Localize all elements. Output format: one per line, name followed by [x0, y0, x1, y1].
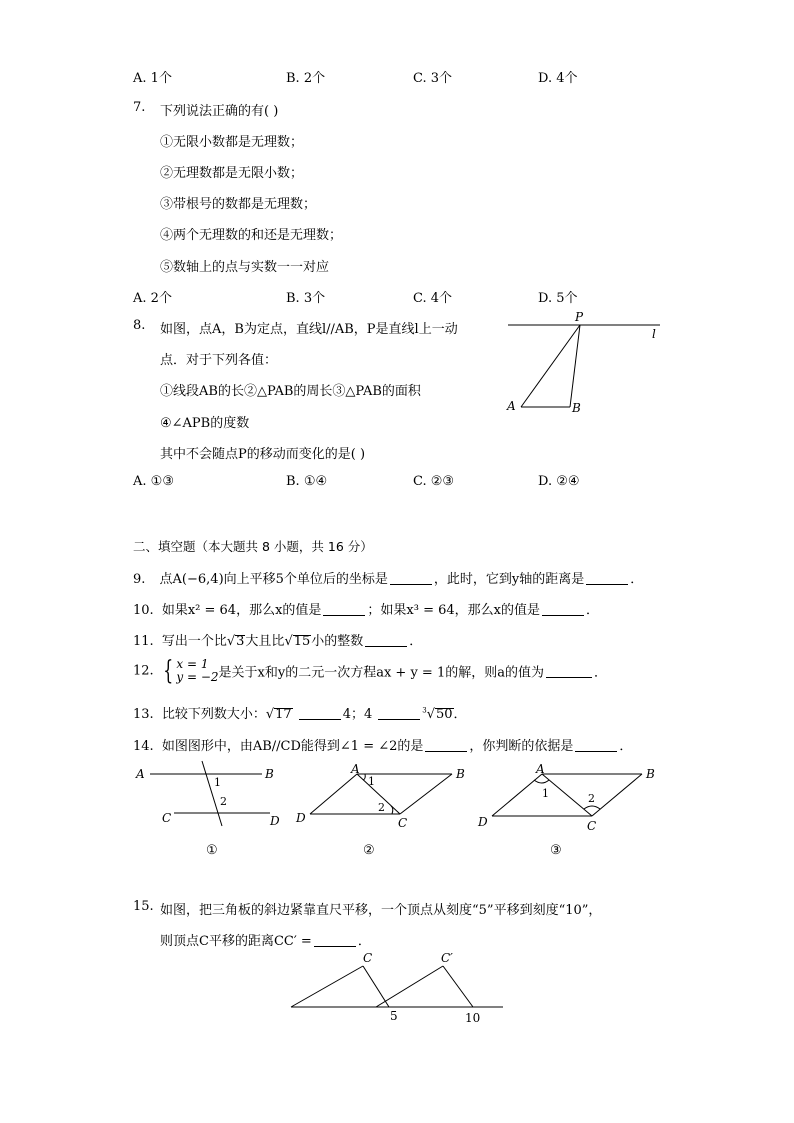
q9-number: 9.: [133, 572, 146, 587]
section-2-title: 二、填空题（本大题共 8 小题，共 16 分）: [133, 539, 373, 554]
caption-2: ②: [363, 843, 375, 858]
q9-part3: ．: [630, 572, 644, 587]
q11-part3: 小的整数: [311, 634, 364, 649]
q7-statement: ②无理数都是无限小数；: [160, 166, 304, 181]
angle-2-arc: [584, 806, 600, 809]
q13-part3: ．: [453, 707, 467, 722]
segment-bc: [592, 774, 642, 816]
label-b: B: [456, 767, 465, 781]
question-9: [133, 568, 643, 587]
q10-part3: ．: [585, 603, 599, 618]
angle-2-label: 2: [588, 792, 595, 805]
q7-statement: ①无限小数都是无理数；: [160, 135, 304, 150]
q6-option-a[interactable]: A. 1个: [133, 71, 172, 86]
question-12: [133, 658, 607, 684]
question-14: [133, 735, 632, 754]
q6-option-d[interactable]: D. 4个: [538, 71, 578, 86]
label-a: A: [507, 399, 516, 413]
q6-option-b[interactable]: B. 2个: [286, 71, 326, 86]
q14-figure-2: [295, 762, 465, 858]
label-a: A: [536, 762, 545, 776]
q7-statement: ④两个无理数的和还是无理数；: [160, 228, 343, 243]
q11-blank[interactable]: [365, 634, 407, 647]
q13-number: 13.: [133, 707, 154, 722]
angle-1-arc: [363, 774, 365, 780]
angle-1-label: 1: [542, 787, 549, 800]
q8-option-a[interactable]: A. ①③: [133, 474, 174, 489]
q13-part1: 比较下列数大小：: [161, 707, 266, 722]
q12-blank[interactable]: [546, 665, 592, 678]
q12-brace: {: [163, 656, 174, 686]
q11-part1: 写出一个比: [161, 634, 227, 649]
q7-option-b[interactable]: B. 3个: [286, 291, 326, 306]
q10-part2: ；如果x³ = 64，那么x的值是: [367, 603, 540, 618]
q12-number: 12.: [133, 663, 154, 679]
label-c: C: [398, 816, 408, 830]
q11-part4: ．: [409, 634, 423, 649]
label-b: B: [646, 767, 655, 781]
q14-figure-1: [135, 761, 280, 858]
transversal: [202, 761, 222, 826]
angle-2-arc: [391, 806, 393, 814]
q12-system: x = 1 y = −2: [176, 657, 219, 684]
q10-blank-1[interactable]: [323, 603, 365, 616]
q13-part2: 4；4: [342, 707, 373, 722]
question-11: [133, 630, 422, 649]
q8-number: 8.: [133, 318, 146, 333]
q8-line5: 其中不会随点P的移动而变化的是( ): [160, 447, 366, 462]
triangle-1-hypotenuse: [291, 966, 363, 1007]
angle-2-label: 2: [378, 801, 385, 814]
q14-number: 14.: [133, 739, 154, 754]
q13-cbrt: $^3$√50: [422, 706, 453, 722]
q9-part1: 点A(−6,4)向上平移5个单位后的坐标是: [159, 572, 388, 587]
triangle-2-side: [443, 966, 473, 1007]
label-d: D: [478, 815, 488, 829]
q12-part2: ．: [593, 665, 607, 681]
label-d: D: [296, 811, 306, 825]
caption-1: ①: [206, 843, 218, 858]
q14-figure-3: [477, 762, 655, 858]
q14-figures: [130, 758, 670, 858]
q15-line1: 如图，把三角板的斜边紧靠直尺平移，一个顶点从刻度“5”平移到刻度“10”，: [160, 903, 602, 918]
q13-blank-2[interactable]: [378, 707, 420, 720]
q14-blank-1[interactable]: [425, 739, 467, 752]
q8-figure: [500, 308, 670, 418]
question-13: [133, 703, 467, 722]
q7-option-c[interactable]: C. 4个: [413, 291, 453, 306]
segment-bc: [400, 774, 452, 814]
q9-blank-1[interactable]: [390, 572, 432, 585]
q14-part1: 如图图形中，由AB//CD能得到∠1 = ∠2的是: [161, 739, 424, 754]
q14-blank-2[interactable]: [575, 739, 617, 752]
q10-blank-2[interactable]: [542, 603, 584, 616]
label-c: C: [363, 951, 373, 965]
angle-1-label: 1: [368, 775, 375, 788]
q7-option-d[interactable]: D. 5个: [538, 291, 578, 306]
q8-line1: 如图，点A，B为定点，直线l//AB，P是直线l上一动: [160, 322, 458, 337]
q7-number: 7.: [133, 100, 146, 115]
q11-sqrt-1: √3: [226, 634, 245, 649]
tick-5: 5: [390, 1009, 398, 1023]
q8-line3: ①线段AB的长②△PAB的周长③△PAB的面积: [160, 384, 421, 399]
q6-option-c[interactable]: C. 3个: [413, 71, 453, 86]
label-a: A: [351, 762, 360, 776]
caption-3: ③: [550, 843, 562, 858]
q13-sqrt-1: √17: [265, 707, 292, 722]
q11-part2: 大且比: [245, 634, 285, 649]
q15-figure: [285, 945, 515, 1030]
label-d: D: [270, 814, 280, 828]
q10-part1: 如果x² = 64，那么x的值是: [161, 603, 322, 618]
q9-blank-2[interactable]: [586, 572, 628, 585]
q11-sqrt-2: √15: [284, 634, 311, 649]
diagonal-ac: [542, 774, 592, 816]
question-10: [133, 599, 599, 618]
label-c-prime: C′: [441, 951, 453, 965]
label-b: B: [572, 401, 581, 415]
q7-statement: ③带根号的数都是无理数；: [160, 197, 317, 212]
q10-number: 10.: [133, 603, 154, 618]
label-c: C: [587, 819, 597, 833]
q13-blank-1[interactable]: [299, 707, 341, 720]
q9-part2: ，此时，它到y轴的距离是: [433, 572, 585, 587]
q8-line2: 点．对于下列各值：: [160, 353, 278, 368]
segment-ad: [310, 774, 357, 814]
q7-stem: 下列说法正确的有( ): [160, 104, 279, 119]
triangle-2-hypotenuse: [376, 966, 443, 1007]
q14-part3: ．: [619, 739, 633, 754]
q7-option-a[interactable]: A. 2个: [133, 291, 172, 306]
angle-1-label: 1: [214, 776, 221, 789]
q12-part1: 是关于x和y的二元一次方程ax + y = 1的解，则a的值为: [218, 665, 544, 681]
label-b: B: [265, 767, 274, 781]
q8-line4: ④∠APB的度数: [160, 416, 250, 431]
q15-line2-part1: 则顶点C平移的距离CC′ =: [160, 934, 312, 949]
q11-number: 11.: [133, 634, 154, 649]
q7-statement: ⑤数轴上的点与实数一一对应: [160, 260, 330, 275]
q15-line2-part2: ．: [357, 934, 371, 949]
tick-10: 10: [465, 1011, 481, 1025]
q14-part2: ，你判断的依据是: [469, 739, 574, 754]
q8-option-d[interactable]: D. ②④: [538, 474, 580, 489]
label-p: P: [575, 310, 584, 324]
angle-1-arc: [534, 780, 549, 783]
angle-2-label: 2: [220, 795, 227, 808]
label-a: A: [136, 767, 145, 781]
q8-option-b[interactable]: B. ①④: [286, 474, 328, 489]
label-c: C: [162, 811, 172, 825]
q15-number: 15.: [133, 899, 154, 914]
label-l: l: [652, 327, 656, 341]
q8-option-c[interactable]: C. ②③: [413, 474, 455, 489]
